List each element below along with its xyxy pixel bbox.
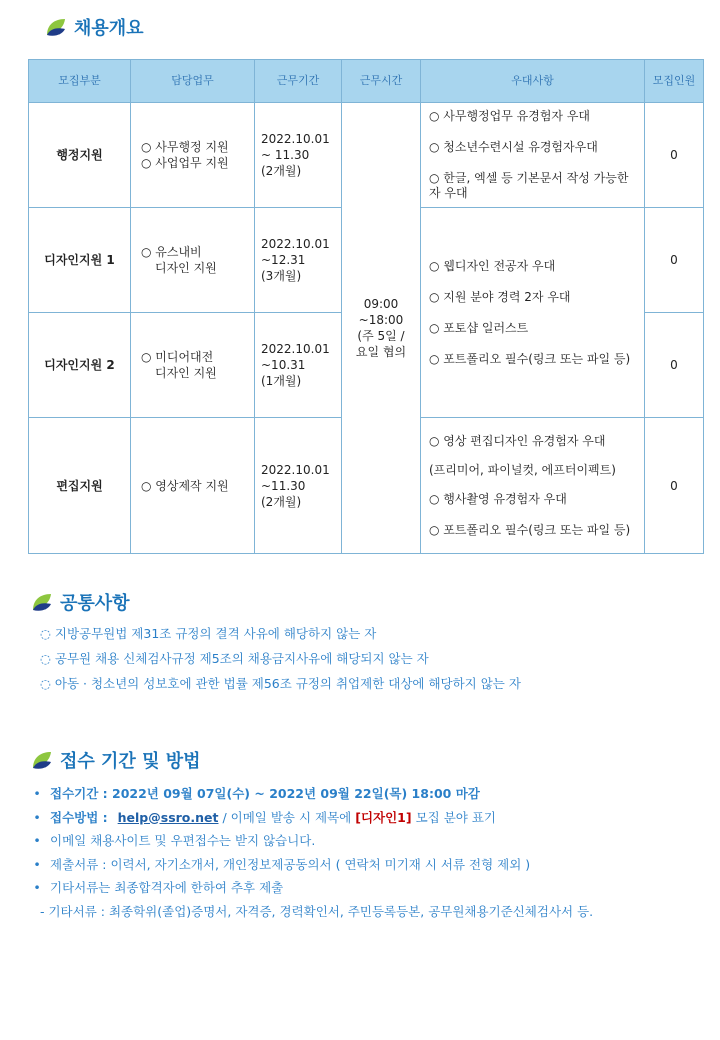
period-line: ~10.31 — [261, 358, 306, 372]
preference-line: ○ 사무행정업무 유경험자 우대 — [429, 109, 591, 123]
period-line: ~11.30 — [261, 478, 306, 493]
period-line: 2022.10.01 — [261, 342, 330, 356]
bullet: • — [33, 809, 41, 825]
duty-line: ○ 유스내비 — [141, 245, 202, 259]
duty-cell — [131, 208, 255, 313]
part-cell: 디자인지원 1 — [29, 208, 131, 313]
header-cell: 모집부분 — [29, 60, 131, 103]
method-title: 접수 기간 및 방법 — [60, 751, 201, 772]
table-row — [29, 103, 704, 208]
email-link[interactable]: help@ssro.net — [117, 809, 219, 825]
bullet: • — [33, 856, 41, 872]
hours-line: 09:00 — [363, 297, 399, 311]
other-text: 기타서류는 최종합격자에 한하여 추후 제출 — [50, 880, 284, 895]
list-item — [30, 880, 690, 896]
hours-line: (주 5일 / — [357, 329, 405, 343]
bullet: • — [33, 880, 41, 895]
list-item — [30, 833, 690, 849]
common-item: ◌ 지방공무원법 제31조 규정의 결격 사유에 해당하지 않는 자 — [40, 626, 377, 641]
duty-cell — [131, 418, 255, 554]
preference-line: ○ 영상 편집디자인 유경험자 우대 — [429, 433, 606, 448]
preference-line: ○ 행사촬영 유경험자 우대 — [429, 491, 567, 506]
count-cell: 0 — [645, 103, 704, 208]
preference-line: ○ 포토샵 일러스트 — [429, 320, 529, 335]
period-line: (3개월) — [261, 269, 302, 283]
notice-text: 이메일 채용사이트 및 우편접수는 받지 않습니다. — [50, 833, 316, 848]
hours-line: ~18:00 — [358, 313, 404, 327]
subject-tag: [디자인1] — [355, 809, 412, 825]
preference-cell — [421, 103, 645, 208]
period-cell — [255, 418, 342, 554]
documents-text: 제출서류 : 이력서, 자기소개서, 개인정보제공동의서 ( 연락처 미기재 시 서류 전형 제외 ) — [50, 856, 531, 872]
count-cell: 0 — [645, 208, 704, 313]
period-line: 2022.10.01 — [261, 237, 330, 251]
period-line: ~ 11.30 — [261, 148, 310, 162]
leaf-icon — [30, 590, 54, 614]
part-cell: 편집지원 — [29, 418, 131, 554]
table-header-row — [29, 60, 704, 103]
preference-line: ○ 웹디자인 전공자 우대 — [429, 258, 556, 273]
bullet: • — [33, 786, 41, 801]
common-item: ◌ 아동 · 청소년의 성보호에 관한 법률 제56조 규정의 취업제한 대상에 해당하지 않는 자 — [40, 676, 521, 691]
apply-label: 접수방법 : — [50, 809, 108, 825]
header-cell: 모집인원 — [645, 60, 704, 103]
list-item — [30, 904, 690, 920]
duty-line: ○ 영상제작 지원 — [141, 478, 229, 493]
period-cell — [255, 208, 342, 313]
duty-cell — [131, 313, 255, 418]
duty-line: ○ 사업업무 지원 — [141, 156, 229, 170]
period-line: (2개월) — [261, 164, 302, 178]
duty-line: ○ 사무행정 지원 — [141, 140, 229, 154]
preference-cell — [421, 208, 645, 418]
list-item — [30, 786, 690, 802]
preference-line: ○ 지원 분야 경력 2자 우대 — [429, 289, 571, 304]
preference-line: ○ 포트폴리오 필수(링크 또는 파일 등) — [429, 351, 631, 366]
apply-mid-text: / 이메일 발송 시 제목에 — [222, 809, 356, 825]
period-line: (2개월) — [261, 494, 302, 509]
leaf-icon — [30, 748, 54, 772]
period-line: 2022.10.01 — [261, 462, 330, 477]
preference-cell — [421, 418, 645, 554]
hours-cell — [342, 103, 421, 554]
period-line: (1개월) — [261, 374, 302, 388]
part-cell: 디자인지원 2 — [29, 313, 131, 418]
count-cell: 0 — [645, 313, 704, 418]
period-cell — [255, 103, 342, 208]
recruitment-table — [28, 59, 704, 554]
list-item — [30, 857, 690, 873]
common-list — [40, 626, 521, 701]
list-item — [30, 810, 690, 826]
method-heading — [30, 747, 201, 773]
duty-cell — [131, 103, 255, 208]
duty-line: 디자인 지원 — [155, 366, 217, 380]
preference-line: (프리미어, 파이널컷, 에프터이펙트) — [429, 462, 616, 477]
common-title: 공통사항 — [60, 593, 130, 614]
header-cell: 근무기간 — [255, 60, 342, 103]
part-cell: 행정지원 — [29, 103, 131, 208]
bullet: • — [33, 833, 41, 848]
other-detail-text: - 기타서류 : 최종학위(졸업)증명서, 자격증, 경력확인서, 주민등록등본, 공무원채용기준신체검사서 등. — [40, 903, 594, 919]
method-list — [30, 786, 690, 927]
overview-heading — [44, 14, 144, 40]
period-line: 2022.10.01 — [261, 132, 330, 146]
preference-line: ○ 한글, 엑셀 등 기본문서 작성 가능한 자 우대 — [429, 171, 629, 200]
hours-line: 요일 협의 — [355, 345, 407, 359]
period-text: 접수기간 : 2022년 09월 07일(수) ~ 2022년 09월 22일(목) 18:00 마감 — [50, 786, 480, 801]
duty-line: ○ 미디어대전 — [141, 350, 214, 364]
header-cell: 근무시간 — [342, 60, 421, 103]
common-item: ◌ 공무원 채용 신체검사규정 제5조의 채용금지사유에 해당되지 않는 자 — [40, 651, 429, 666]
preference-line: ○ 청소년수련시설 유경험자우대 — [429, 140, 598, 154]
leaf-icon — [44, 15, 68, 39]
period-line: ~12.31 — [261, 253, 306, 267]
duty-line: 디자인 지원 — [155, 261, 217, 275]
header-cell: 담당업무 — [131, 60, 255, 103]
period-cell — [255, 313, 342, 418]
common-heading — [30, 589, 130, 615]
apply-end-text: 모집 분야 표기 — [415, 809, 496, 825]
count-cell: 0 — [645, 418, 704, 554]
overview-title: 채용개요 — [74, 18, 144, 39]
header-cell: 우대사항 — [421, 60, 645, 103]
preference-line: ○ 포트폴리오 필수(링크 또는 파일 등) — [429, 522, 631, 537]
